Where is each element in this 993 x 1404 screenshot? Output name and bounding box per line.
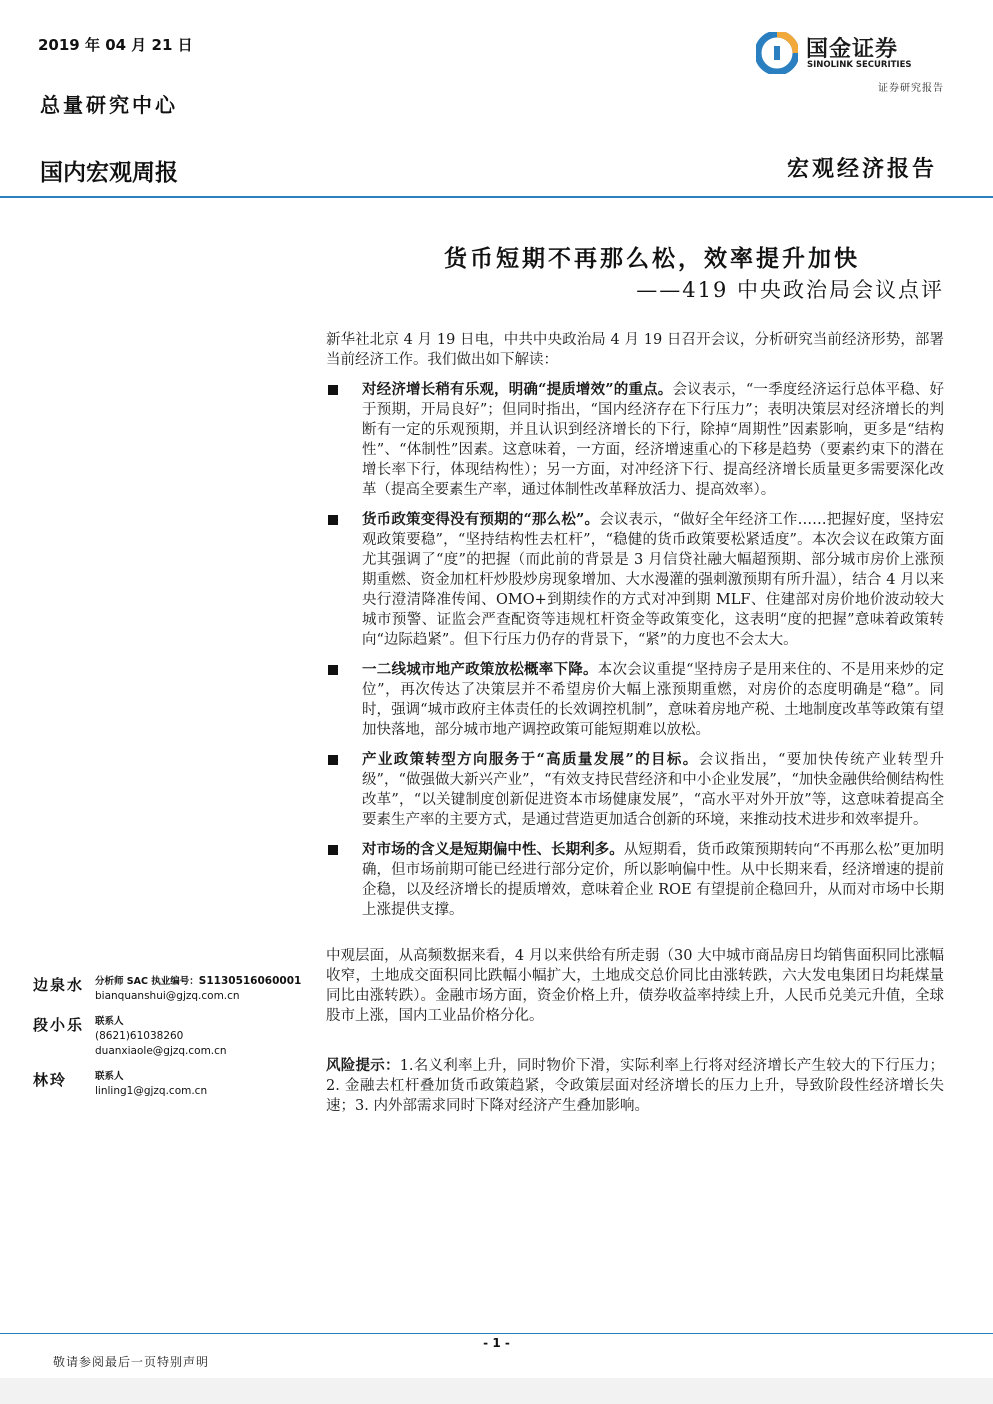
disclaimer-note: 敬请参阅最后一页特别声明 [53, 1355, 210, 1369]
logo-text-en: SINOLINK SECURITIES [807, 60, 912, 70]
analyst-info [95, 1014, 313, 1059]
bullet-square-icon [328, 515, 338, 525]
key-point-text: 从短期看，货币政策预期转向“不再那么松”更加明确，但市场前期可能已经进行部分定价，所以影响偏中性。从中长期来看，经济增速的提前企稳，以及经济增长的提质增效，意味着企业 ROE 有望提前企稳回升，从而对市场中长期上涨提供支撑。 [362, 842, 945, 918]
key-point [326, 510, 944, 650]
analyst-role: 联系人 [95, 1016, 124, 1027]
footer-band [0, 1378, 993, 1404]
key-point [326, 380, 944, 500]
analyst-card [33, 1014, 313, 1059]
key-point-lead: 对市场的含义是短期偏中性、长期利多。 [362, 841, 624, 858]
logo-text-cn: 国金证券 [806, 37, 899, 62]
intro-paragraph: 新华社北京 4 月 19 日电，中共中央政治局 4 月 19 日召开会议，分析研究当前经济形势，部署当前经济工作。我们做出如下解读： [326, 332, 944, 368]
key-point [326, 660, 944, 740]
key-point-text: 会议表示，“一季度经济运行总体平稳、好于预期，开局良好”；但同时指出，“国内经济存在下行压力”；表明决策层对经济增长的判断有一定的乐观预期，并且认识到经济增长的下行，除掉“周期性”因素影响，更多是“结构性”、“体制性”因素。这意味着，一方面，经济增速重心的下移是趋势（要素约束下的潜在增长率下行，体现结构性）；另一方面，对冲经济下行、提高经济增长质量更多需要深化改革（提高全要素生产率，通过体制性改革释放活力、提高效率）。 [362, 382, 944, 498]
analyst-name: 边泉水 [33, 976, 85, 994]
footer-divider [0, 1333, 993, 1334]
bullet-square-icon [328, 665, 338, 675]
page-number: - 1 - [483, 1336, 510, 1350]
department-name: 总量研究中心 [40, 93, 178, 117]
analyst-role: 联系人 [95, 1071, 124, 1082]
analyst-email[interactable]: linling1@gjzq.com.cn [95, 1085, 208, 1097]
analyst-role: 分析师 SAC 执业编号： [95, 976, 199, 987]
analyst-card [33, 1069, 313, 1099]
analyst-info [95, 974, 313, 1004]
analyst-email[interactable]: duanxiaole@gjzq.com.cn [95, 1045, 227, 1057]
analyst-name: 林玲 [33, 1071, 68, 1089]
key-point-lead: 货币政策变得没有预期的“那么松”。 [362, 511, 600, 528]
risk-text: 1.名义利率上升，同时物价下滑，实际利率上行将对经济增长产生较大的下行压力；2. 金融去杠杆叠加货币政策趋紧，令政策层面对经济增长的压力上升，导致阶段性经济增长失速；3. 内外部需求同时下降对经济产生叠加影响。 [326, 1058, 944, 1114]
analyst-name: 段小乐 [33, 1016, 85, 1034]
key-point-text: 会议指出，“要加快传统产业转型升级”，“做强做大新兴产业”，“有效支持民营经济和中小企业发展”，“加快金融供给侧结构性改革”，“以关键制度创新促进资本市场健康发展”，“高水平对外开放”等，这意味着提高全要素生产率的主要方式，是通过营造更加适合创新的环境，来推动技术进步和效率提升。 [362, 752, 944, 828]
key-point-lead: 对经济增长稍有乐观，明确“提质增效”的重点。 [362, 381, 673, 398]
key-point-text: 会议表示，“做好全年经济工作……把握好度，坚持宏观政策要稳”，“坚持结构性去杠杆”，“稳健的货币政策要松紧适度”。本次会议在政策方面尤其强调了“度”的把握（而此前的背景是 3 月信贷社融大幅超预期、部分城市房价上涨预期重燃、资金加杠杆炒股炒房现象增加、大水漫灌的强刺激预期有所升温），结合 4 月以来央行澄清降准传闻、OMO+到期续作的方式对冲到期 MLF、住建部对房价地价波动较大城市预警、证监会严查配资等违规杠杆资金等政策变化，这表明“度的把握”意味着政策转向“边际趋紧”。但下行压力仍存的背景下，“紧”的力度也不会太大。 [362, 512, 944, 648]
header-divider [0, 196, 993, 198]
report-subtitle: ——419 中央政治局会议点评 [636, 278, 944, 302]
analyst-email[interactable]: bianquanshui@gjzq.com.cn [95, 990, 240, 1002]
analyst-sac: S1130516060001 [198, 975, 302, 987]
mid-level-paragraph: 中观层面，从高频数据来看，4 月以来供给有所走弱（30 大中城市商品房日均销售面积同比涨幅收窄，土地成交面积同比跌幅小幅扩大，土地成交总价同比由涨转跌，六大发电集团日均耗煤量同比由涨转跌）。金融市场方面，资金价格上升，债券收益率持续上升，人民币兑美元升值，全球股市上涨，国内工业品价格分化。 [326, 948, 944, 1024]
series-name: 国内宏观周报 [40, 160, 178, 186]
key-points-list [326, 380, 944, 920]
document-type: 证券研究报告 [878, 83, 944, 94]
analyst-info [95, 1069, 313, 1099]
analyst-list [33, 974, 313, 1109]
bullet-square-icon [328, 755, 338, 765]
bullet-square-icon [328, 385, 338, 395]
risk-paragraph [326, 1056, 944, 1116]
key-point-lead: 产业政策转型方向服务于“高质量发展”的目标。 [362, 751, 699, 768]
report-body [326, 330, 944, 1116]
key-point [326, 840, 944, 920]
report-type: 宏观经济报告 [786, 156, 937, 182]
company-logo [756, 30, 946, 75]
report-date: 2019 年 04 月 21 日 [38, 36, 193, 54]
key-point [326, 750, 944, 830]
risk-label: 风险提示： [326, 1057, 400, 1074]
bullet-square-icon [328, 845, 338, 855]
analyst-card [33, 974, 313, 1004]
key-point-lead: 一二线城市地产政策放松概率下降。 [362, 661, 598, 678]
sinolink-logo-icon [756, 32, 798, 74]
key-point-text: 本次会议重提“坚持房子是用来住的、不是用来炒的定位”，再次传达了决策层并不希望房价大幅上涨预期重燃，对房价的态度明确是“稳”。同时，强调“城市政府主体责任的长效调控机制”，意味着房地产税、土地制度改革等政策有望加快落地，部分城市地产调控政策可能短期难以放松。 [362, 662, 944, 738]
analyst-phone: (8621)61038260 [95, 1030, 184, 1042]
report-title: 货币短期不再那么松，效率提升加快 [444, 245, 860, 272]
